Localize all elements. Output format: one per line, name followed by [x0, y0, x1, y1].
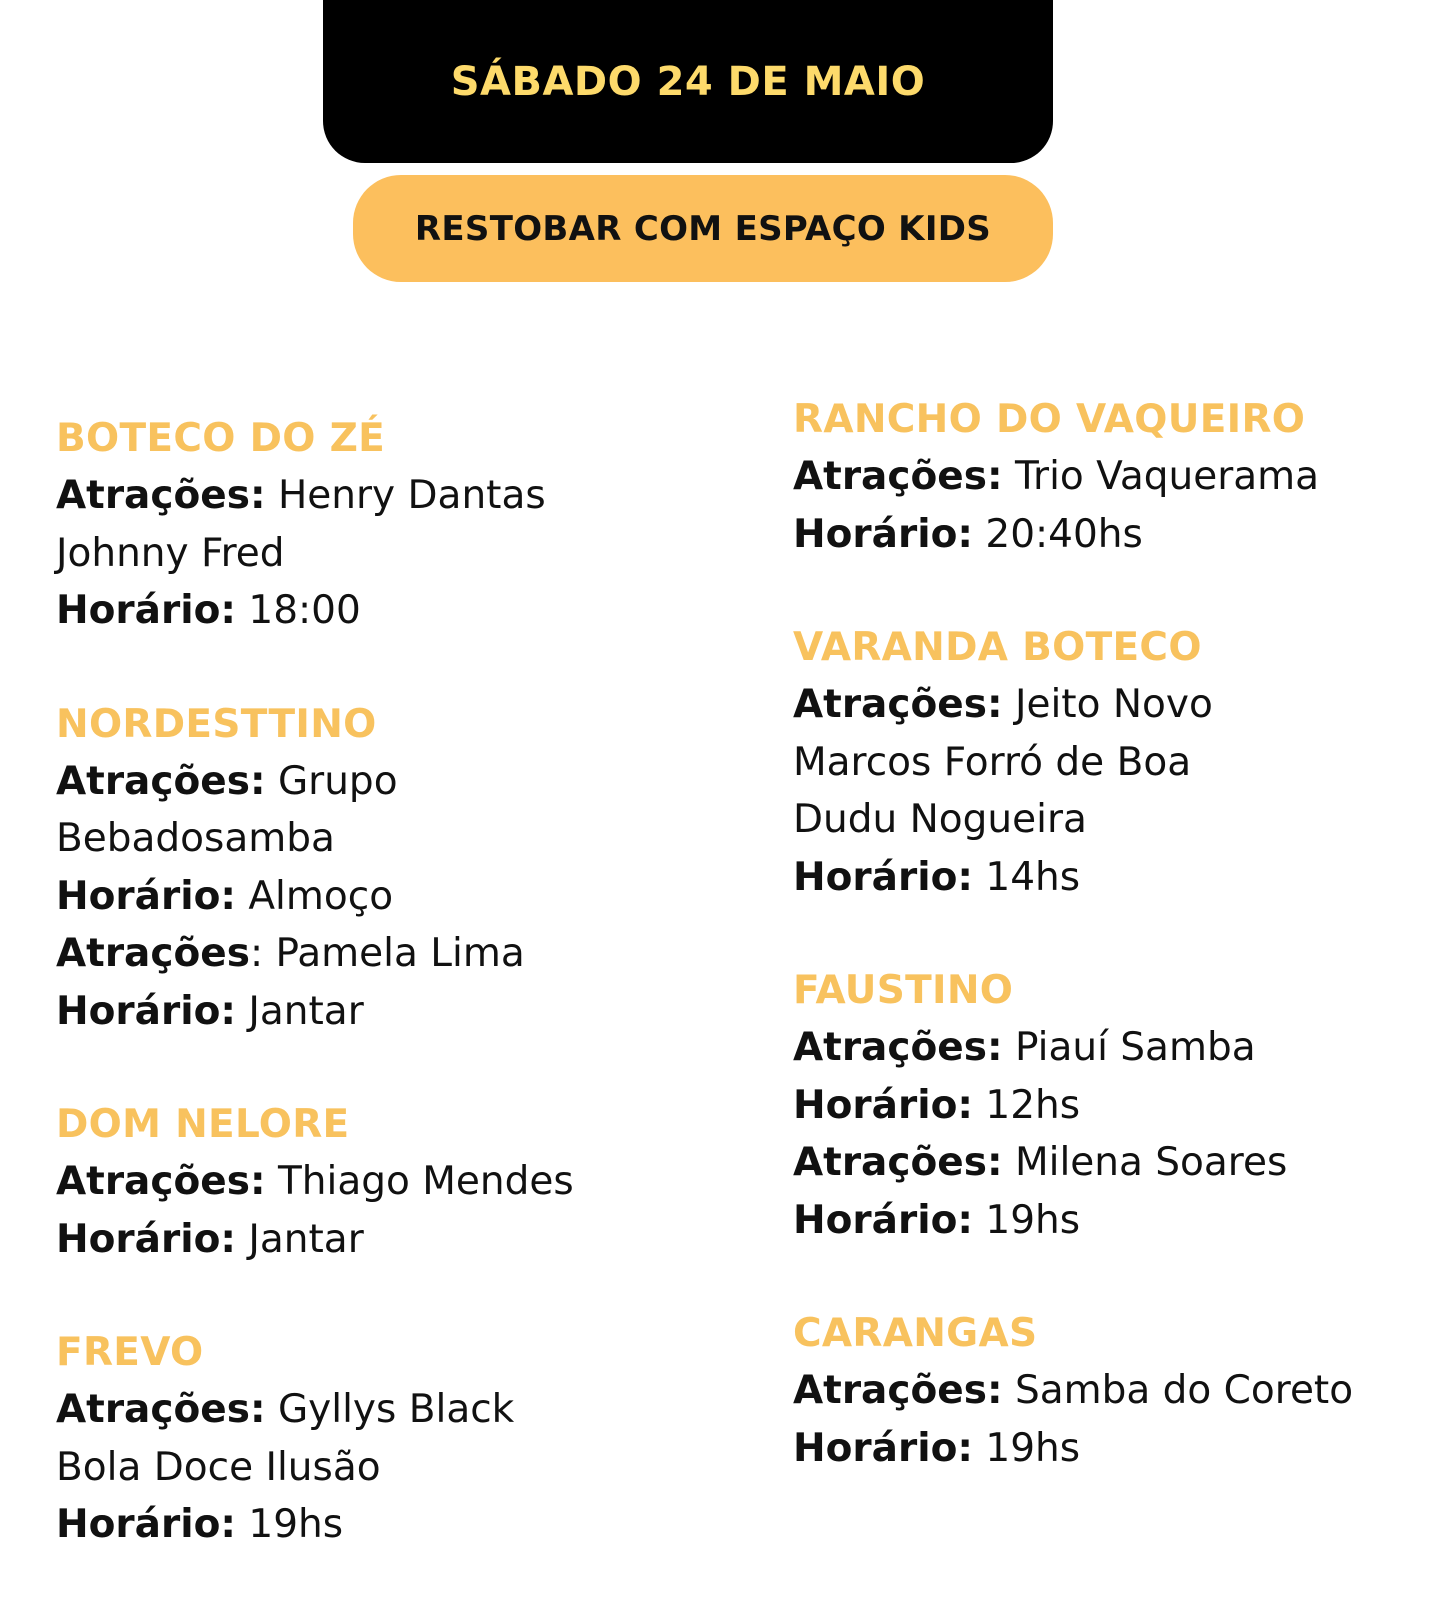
info-label: Horário: — [793, 854, 973, 900]
venue-title: BOTECO DO ZÉ — [56, 416, 386, 461]
venue-info-line — [793, 1420, 1429, 1478]
info-label: Horário: — [56, 988, 236, 1034]
info-label: Atrações: — [56, 1159, 266, 1204]
info-value: Bebadosamba — [56, 816, 335, 861]
venue-info-line — [56, 868, 696, 926]
info-value: 18:00 — [235, 588, 361, 633]
info-value: Henry Dantas — [265, 473, 546, 518]
venue-block — [793, 619, 1429, 906]
venue-info-line — [56, 467, 696, 525]
info-value: Jantar — [235, 988, 364, 1034]
info-value: Almoço — [235, 873, 394, 919]
info-label: Atrações: — [56, 758, 266, 804]
info-label: Atrações: — [793, 1140, 1003, 1185]
venue-block — [56, 696, 696, 1041]
info-value: Gyllys Black — [265, 1387, 515, 1432]
venue-block — [56, 1096, 696, 1268]
info-label: Horário: — [56, 588, 236, 633]
left-venue-column — [56, 410, 696, 1610]
venue-title: CARANGAS — [793, 1311, 1038, 1356]
info-label: Horário: — [56, 1502, 236, 1547]
subtitle-label: RESTOBAR COM ESPAÇO KIDS — [414, 208, 992, 249]
venue-block — [793, 391, 1429, 563]
info-label: Horário: — [793, 511, 973, 557]
venue-title: VARANDA BOTECO — [793, 625, 1202, 670]
venue-info-line — [56, 1439, 696, 1497]
venue-title: FAUSTINO — [793, 968, 1014, 1013]
info-label: Horário: — [793, 1082, 973, 1128]
venue-info-line — [56, 925, 696, 983]
info-label: Horário: — [793, 1197, 973, 1243]
venue-info-line — [56, 1211, 696, 1269]
info-label: Atrações: — [793, 682, 1003, 727]
venue-block — [56, 1324, 696, 1554]
venue-info-line — [793, 1192, 1429, 1250]
subtitle-pill — [353, 175, 1053, 282]
info-label: Horário: — [56, 873, 236, 919]
right-venue-column — [793, 391, 1429, 1533]
venue-info-line — [56, 1496, 696, 1554]
venue-info-line — [56, 753, 696, 811]
venue-info-line — [793, 448, 1429, 506]
info-value: 19hs — [972, 1425, 1081, 1471]
venue-info-line — [793, 791, 1429, 849]
venue-info-line — [793, 849, 1429, 907]
info-label: Atrações: — [56, 1387, 266, 1432]
info-value: Jantar — [235, 1216, 364, 1262]
venue-info-line — [793, 1019, 1429, 1077]
info-value: 19hs — [972, 1197, 1081, 1243]
venue-info-line — [793, 1077, 1429, 1135]
venue-title: FREVO — [56, 1330, 204, 1375]
venue-info-line — [56, 1381, 696, 1439]
info-value: 19hs — [235, 1502, 344, 1547]
date-label: SÁBADO 24 DE MAIO — [450, 58, 926, 105]
info-value: Trio Vaquerama — [1002, 454, 1320, 499]
venue-title: NORDESTTINO — [56, 701, 377, 747]
info-label: Atrações — [56, 931, 250, 976]
venue-info-line — [56, 810, 696, 868]
venue-info-line — [56, 525, 696, 583]
info-label: Horário: — [56, 1216, 236, 1262]
venue-title: DOM NELORE — [56, 1102, 350, 1147]
venue-info-line — [56, 582, 696, 640]
info-value: Dudu Nogueira — [793, 797, 1087, 842]
venue-block — [56, 410, 696, 640]
info-value: 12hs — [972, 1082, 1081, 1128]
info-label: Atrações: — [793, 1025, 1003, 1070]
info-value: Piauí Samba — [1002, 1025, 1256, 1070]
info-label: Horário: — [793, 1425, 973, 1471]
venue-block — [793, 1305, 1429, 1477]
info-value: Milena Soares — [1002, 1140, 1288, 1185]
info-value: Jeito Novo — [1002, 682, 1213, 727]
info-value: Bola Doce Ilusão — [56, 1444, 381, 1490]
info-label: Atrações: — [56, 473, 266, 518]
info-value: Marcos Forró de Boa — [793, 739, 1192, 785]
info-value: 20:40hs — [972, 511, 1143, 557]
date-banner — [323, 0, 1053, 163]
venue-info-line — [793, 1134, 1429, 1192]
info-value: Grupo — [265, 758, 398, 804]
venue-info-line — [793, 734, 1429, 792]
venue-title: RANCHO DO VAQUEIRO — [793, 397, 1306, 442]
info-value: Thiago Mendes — [265, 1159, 574, 1204]
venue-info-line — [793, 1362, 1429, 1420]
venue-info-line — [793, 506, 1429, 564]
info-value: Johnny Fred — [56, 530, 285, 576]
info-value: Samba do Coreto — [1002, 1368, 1354, 1413]
info-value: : Pamela Lima — [249, 931, 525, 976]
venue-info-line — [56, 983, 696, 1041]
venue-block — [793, 962, 1429, 1249]
info-label: Atrações: — [793, 1368, 1003, 1413]
venue-info-line — [56, 1153, 696, 1211]
info-value: 14hs — [972, 854, 1081, 900]
info-label: Atrações: — [793, 454, 1003, 499]
venue-info-line — [793, 676, 1429, 734]
